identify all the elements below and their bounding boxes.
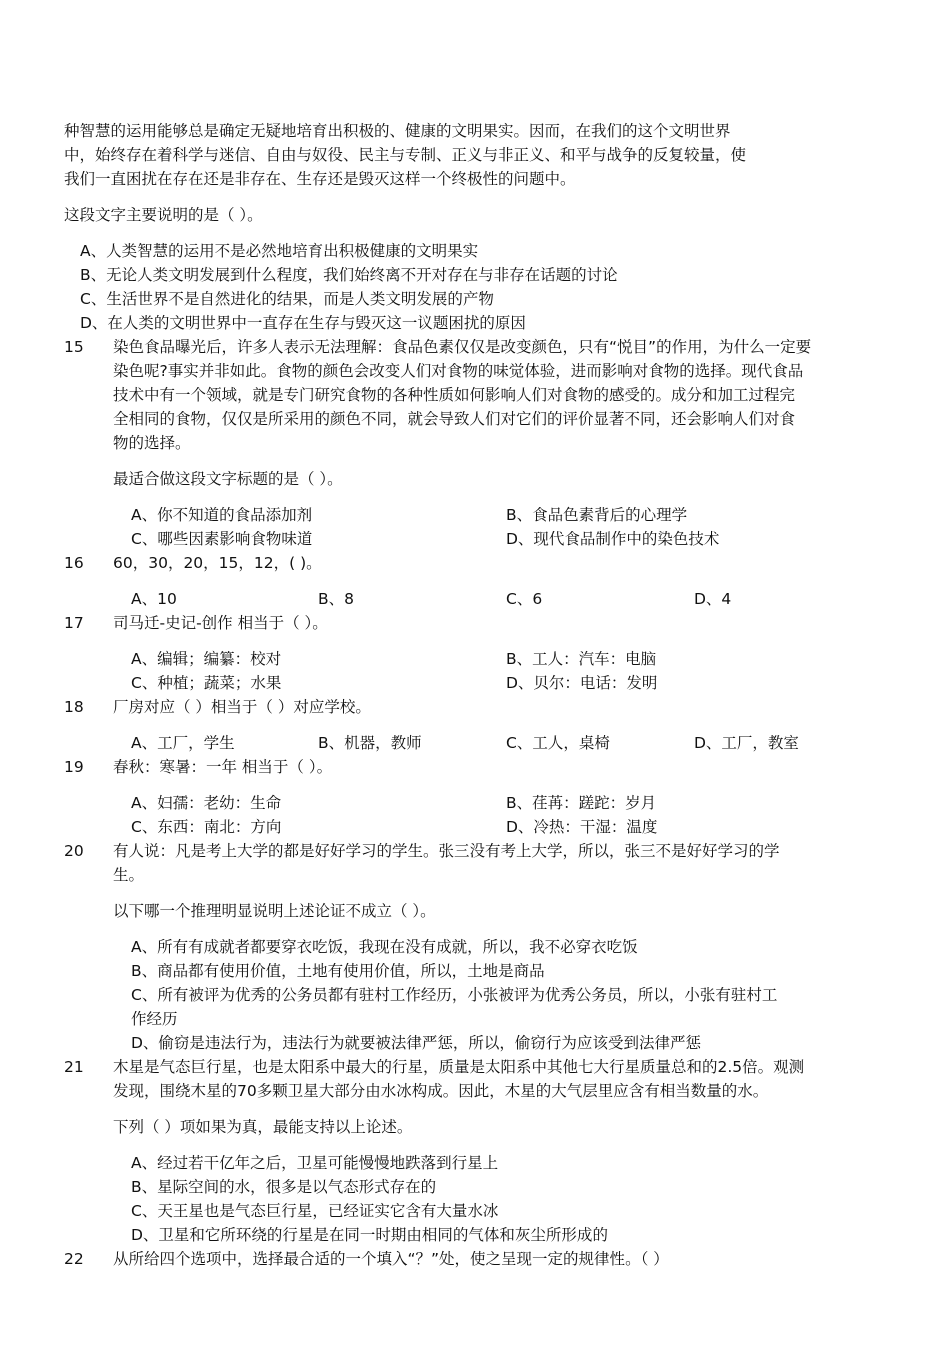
option-d: D、偷窃是违法行为，违法行为就要被法律严惩，所以，偷窃行为应该受到法律严惩 xyxy=(131,1034,701,1052)
question-prompt: 厂房对应（ ）相当于（ ）对应学校。 xyxy=(113,698,371,716)
passage-line: 染色呢?事实并非如此。食物的颜色会改变人们对食物的味觉体验，进而影响对食物的选择。现代食品 xyxy=(113,362,804,380)
question-prompt: 最适合做这段文字标题的是（ ）。 xyxy=(113,470,343,488)
option-d: D、4 xyxy=(694,590,732,608)
question-number: 22 xyxy=(64,1250,84,1268)
option-c: C、生活世界不是自然进化的结果，而是人类文明发展的产物 xyxy=(80,290,494,308)
passage-line: 木星是气态巨行星，也是太阳系中最大的行星，质量是太阳系中其他七大行星质量总和的2.5倍。观测 xyxy=(113,1058,805,1076)
question-number: 17 xyxy=(64,614,84,632)
question-number: 16 xyxy=(64,554,84,572)
option-c-continued: 作经历 xyxy=(131,1010,178,1028)
question-number: 18 xyxy=(64,698,84,716)
passage-line: 中，始终存在着科学与迷信、自由与奴役、民主与专制、正义与非正义、和平与战争的反复较量，使 xyxy=(64,146,747,164)
passage-line: 物的选择。 xyxy=(113,434,191,452)
option-b: B、工人：汽车：电脑 xyxy=(506,650,657,668)
question-number: 20 xyxy=(64,842,84,860)
question-prompt: 司马迁-史记-创作 相当于（ ）。 xyxy=(113,614,328,632)
option-c: C、6 xyxy=(506,590,543,608)
question-prompt: 下列（ ）项如果为真，最能支持以上论述。 xyxy=(113,1118,413,1136)
option-a: A、你不知道的食品添加剂 xyxy=(131,506,313,524)
option-d: D、在人类的文明世界中一直存在生存与毁灭这一议题困扰的原因 xyxy=(80,314,526,332)
option-b: B、商品都有使用价值，土地有使用价值，所以，土地是商品 xyxy=(131,962,545,980)
option-a: A、编辑；编纂：校对 xyxy=(131,650,282,668)
passage-line: 发现，围绕木星的70多颗卫星大部分由水冰构成。因此，木星的大气层里应含有相当数量的水。 xyxy=(113,1082,769,1100)
option-d: D、冷热：干湿：温度 xyxy=(506,818,658,836)
option-c: C、哪些因素影响食物味道 xyxy=(131,530,313,548)
option-c: C、天王星也是气态巨行星，已经证实它含有大量水冰 xyxy=(131,1202,499,1220)
option-a: A、工厂，学生 xyxy=(131,734,235,752)
option-a: A、所有有成就者都要穿衣吃饭，我现在没有成就，所以，我不必穿衣吃饭 xyxy=(131,938,638,956)
passage-line: 种智慧的运用能够总是确定无疑地培育出积极的、健康的文明果实。因而，在我们的这个文明世界 xyxy=(64,122,731,140)
option-a: A、人类智慧的运用不是必然地培育出积极健康的文明果实 xyxy=(80,242,479,260)
option-c: C、种植；蔬菜；水果 xyxy=(131,674,282,692)
option-a: A、妇孺：老幼：生命 xyxy=(131,794,282,812)
question-prompt: 春秋：寒暑：一年 相当于（ ）。 xyxy=(113,758,333,776)
option-c: C、所有被评为优秀的公务员都有驻村工作经历，小张被评为优秀公务员，所以，小张有驻村工 xyxy=(131,986,778,1004)
question-prompt: 60，30，20，15，12，( )。 xyxy=(113,554,322,572)
passage-line: 有人说：凡是考上大学的都是好好学习的学生。张三没有考上大学，所以，张三不是好好学习的学 xyxy=(113,842,780,860)
option-b: B、荏苒：蹉跎：岁月 xyxy=(506,794,657,812)
option-b: B、星际空间的水，很多是以气态形式存在的 xyxy=(131,1178,437,1196)
option-a: A、10 xyxy=(131,590,177,608)
option-b: B、食品色素背后的心理学 xyxy=(506,506,688,524)
option-d: D、贝尔：电话：发明 xyxy=(506,674,658,692)
option-a: A、经过若干亿年之后，卫星可能慢慢地跌落到行星上 xyxy=(131,1154,499,1172)
option-b: B、机器，教师 xyxy=(318,734,422,752)
option-d: D、工厂，教室 xyxy=(694,734,799,752)
passage-line: 染色食品曝光后，许多人表示无法理解：食品色素仅仅是改变颜色，只有“悦目”的作用，为什么一定要 xyxy=(113,338,812,356)
option-c: C、东西：南北：方向 xyxy=(131,818,282,836)
option-c: C、工人，桌椅 xyxy=(506,734,610,752)
option-d: D、卫星和它所环绕的行星是在同一时期由相同的气体和灰尘所形成的 xyxy=(131,1226,608,1244)
question-prompt: 这段文字主要说明的是（ ）。 xyxy=(64,206,263,224)
question-prompt: 从所给四个选项中，选择最合适的一个填入“？”处，使之呈现一定的规律性。（ ） xyxy=(113,1250,669,1268)
passage-line: 技术中有一个领域，就是专门研究食物的各种性质如何影响人们对食物的感受的。成分和加工过程完 xyxy=(113,386,796,404)
passage-line: 生。 xyxy=(113,866,145,884)
passage-line: 我们一直困扰在存在还是非存在、生存还是毁灭这样一个终极性的问题中。 xyxy=(64,170,576,188)
passage-line: 全相同的食物，仅仅是所采用的颜色不同，就会导致人们对它们的评价显著不同，还会影响人们对食 xyxy=(113,410,796,428)
question-prompt: 以下哪一个推理明显说明上述论证不成立（ ）。 xyxy=(113,902,436,920)
option-b: B、无论人类文明发展到什么程度，我们始终离不开对存在与非存在话题的讨论 xyxy=(80,266,618,284)
option-b: B、8 xyxy=(318,590,354,608)
question-number: 15 xyxy=(64,338,84,356)
question-number: 19 xyxy=(64,758,84,776)
option-d: D、现代食品制作中的染色技术 xyxy=(506,530,720,548)
question-number: 21 xyxy=(64,1058,84,1076)
